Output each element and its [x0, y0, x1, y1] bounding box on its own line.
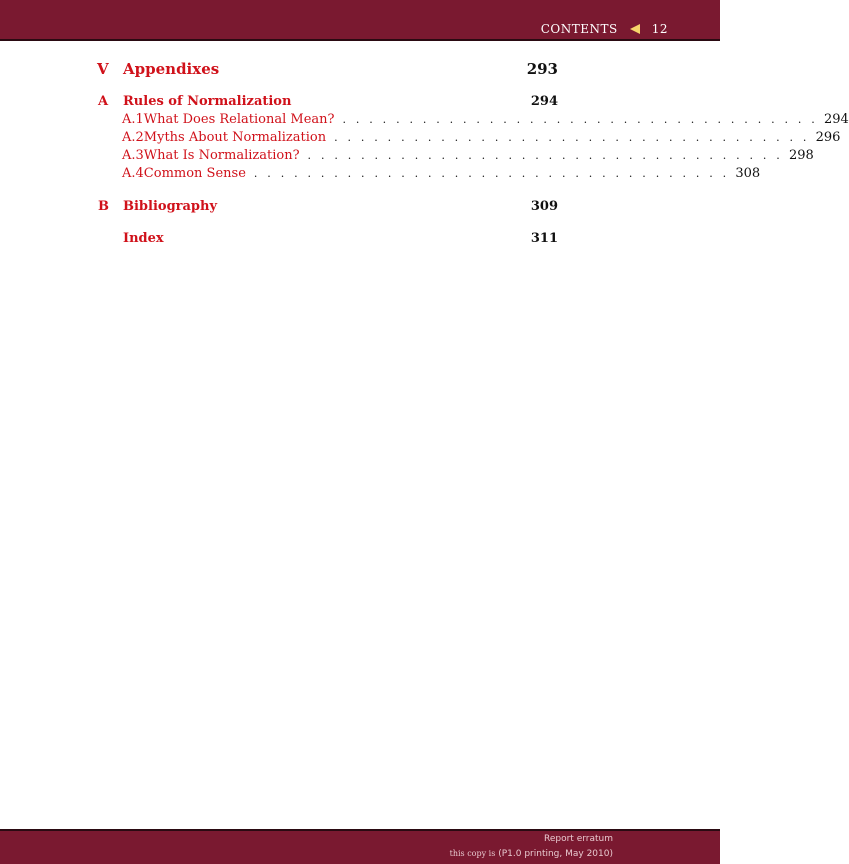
page-number: 12: [651, 22, 668, 36]
back-arrow-icon[interactable]: [630, 24, 640, 34]
header-nav: [541, 22, 668, 36]
toc-section-row[interactable]: [122, 166, 761, 181]
section-page: 298: [789, 148, 814, 163]
chapter-title-link[interactable]: Rules of Normalization: [123, 94, 292, 109]
toc-part-row[interactable]: [97, 60, 558, 78]
section-title-link[interactable]: Myths About Normalization: [143, 130, 327, 145]
chapter-number: A: [98, 94, 109, 109]
section-number: A.2: [122, 130, 144, 145]
dot-leader: . . . . . . . . . . . . . . . . . . . . . . . . . . . . . . . . . . . .: [253, 167, 730, 180]
section-title-link[interactable]: What Does Relational Mean?: [143, 112, 335, 127]
toc-section-row[interactable]: [122, 112, 849, 127]
report-erratum-link[interactable]: Report erratum: [544, 834, 613, 844]
header-banner: [0, 0, 720, 41]
toc-chapter-row[interactable]: [98, 94, 558, 109]
chapter-page: 294: [530, 94, 558, 109]
section-title-link[interactable]: Common Sense: [143, 166, 246, 181]
contents-link[interactable]: CONTENTS: [540, 22, 618, 36]
toc-section-row[interactable]: [122, 130, 841, 145]
toc-section-row[interactable]: [122, 148, 814, 163]
copy-detail: (P1.0 printing, May 2010): [498, 849, 613, 859]
index-title-link[interactable]: Index: [123, 231, 164, 246]
section-page: 296: [815, 130, 841, 145]
chapter-title-link[interactable]: Bibliography: [123, 199, 218, 214]
section-number: A.3: [122, 148, 144, 163]
section-number: A.4: [122, 166, 144, 181]
dot-leader: . . . . . . . . . . . . . . . . . . . . . . . . . . . . . . . . . . . .: [334, 131, 810, 144]
copy-info: [450, 849, 613, 859]
index-page: 311: [530, 231, 558, 246]
toc-index-row[interactable]: [98, 231, 558, 246]
section-page: 308: [735, 166, 761, 181]
part-number: V: [97, 60, 109, 78]
part-title-link[interactable]: Appendixes: [123, 60, 220, 78]
dot-leader: . . . . . . . . . . . . . . . . . . . . . . . . . . . . . . . . . . . .: [342, 113, 818, 126]
chapter-number: B: [98, 199, 109, 214]
part-page: 293: [526, 60, 558, 78]
dot-leader: . . . . . . . . . . . . . . . . . . . . . . . . . . . . . . . . . . . .: [307, 149, 784, 162]
copy-prefix: this copy is: [449, 849, 496, 858]
toc-chapter-row[interactable]: [98, 199, 558, 214]
section-page: 294: [823, 112, 849, 127]
chapter-page: 309: [530, 199, 558, 214]
footer-banner: [0, 829, 720, 864]
section-title-link[interactable]: What Is Normalization?: [143, 148, 300, 163]
section-number: A.1: [122, 112, 144, 127]
